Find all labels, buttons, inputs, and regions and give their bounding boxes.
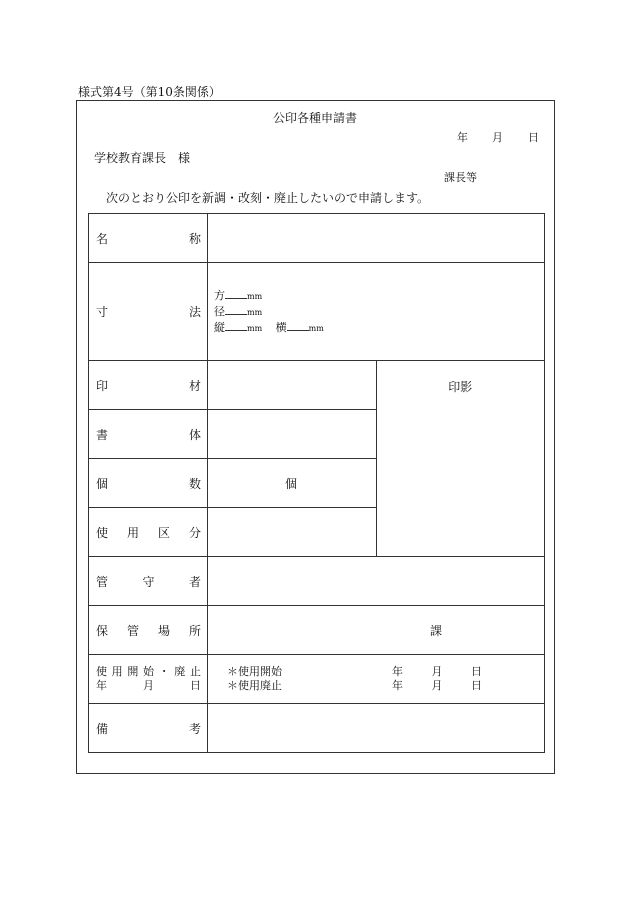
unit-mm: mm (308, 323, 324, 333)
label-char: ・ (158, 665, 170, 678)
label-usage (89, 508, 208, 557)
label-material (89, 361, 208, 410)
label-char: 管 (96, 574, 109, 589)
label-char: 用 (126, 525, 139, 540)
blank-line[interactable] (225, 288, 247, 299)
name-field[interactable] (208, 214, 545, 263)
end-day: 日 (471, 679, 482, 692)
row-remarks (89, 704, 545, 753)
diameter-line (214, 304, 544, 320)
label-char: 日 (190, 679, 201, 692)
label-char: 廃 (174, 665, 186, 678)
form-title: 公印各種申請書 (272, 111, 357, 125)
unit-mm: mm (247, 307, 263, 317)
label-char: 名 (96, 231, 109, 246)
start-line (214, 665, 544, 679)
form-number: 様式第4号（第10条関係） (78, 85, 221, 99)
label-char: 称 (188, 231, 201, 246)
label-char: 数 (188, 476, 201, 491)
unit-mm: mm (247, 323, 263, 333)
size-field[interactable] (208, 263, 545, 361)
seal-impression-box[interactable] (376, 361, 545, 557)
start-year: 年 (392, 665, 403, 678)
count-field[interactable] (208, 459, 377, 508)
storage-unit: 課 (430, 623, 443, 638)
date-day-label: 日 (528, 131, 539, 144)
label-char: 開 (127, 665, 139, 678)
label-size (89, 263, 208, 361)
label-char: 始 (142, 665, 154, 678)
blank-line[interactable] (287, 320, 309, 331)
row-custodian (89, 557, 545, 606)
horizontal-label: 横 (275, 320, 287, 334)
end-year: 年 (392, 679, 403, 692)
label-char: 用 (111, 665, 123, 678)
row-name (89, 214, 545, 263)
label-char: 月 (143, 679, 154, 692)
date-month-label: 月 (492, 131, 503, 144)
label-char: 止 (189, 665, 201, 678)
usage-field[interactable] (208, 508, 377, 557)
diameter-label: 径 (214, 304, 225, 318)
row-size (89, 263, 545, 361)
vertical-horizontal-line (214, 320, 544, 336)
period-field[interactable] (208, 655, 545, 704)
end-month: 月 (431, 679, 443, 692)
label-char: 所 (188, 623, 201, 638)
label-char: 管 (126, 623, 139, 638)
unit-mm: mm (247, 291, 263, 301)
request-statement: 次のとおり公印を新調・改刻・廃止したいので申請します。 (106, 191, 430, 205)
label-char: 保 (96, 623, 109, 638)
label-char: 区 (157, 525, 170, 540)
start-label: ＊使用開始 (227, 665, 282, 678)
blank-line[interactable] (225, 320, 247, 331)
square-label: 方 (214, 288, 225, 302)
label-char: 年 (96, 679, 107, 692)
blank-line[interactable] (225, 304, 247, 315)
label-char: 寸 (96, 305, 109, 319)
label-char: 書 (96, 427, 109, 442)
label-char: 場 (157, 623, 170, 638)
row-period (89, 655, 545, 704)
row-storage (89, 606, 545, 655)
square-line (214, 288, 544, 304)
material-field[interactable] (208, 361, 377, 410)
label-period (89, 655, 208, 704)
label-char: 材 (188, 378, 201, 393)
end-label: ＊使用廃止 (227, 679, 282, 692)
label-char: 体 (188, 427, 201, 442)
remarks-field[interactable] (208, 704, 545, 753)
label-storage (89, 606, 208, 655)
storage-field[interactable] (208, 606, 545, 655)
label-char: 分 (188, 525, 201, 540)
start-day: 日 (471, 665, 482, 678)
end-line (214, 679, 544, 693)
row-material (89, 361, 545, 410)
label-char: 備 (96, 721, 109, 736)
label-remarks (89, 704, 208, 753)
addressee: 学校教育課長 様 (94, 151, 191, 165)
label-char: 守 (142, 574, 155, 589)
label-char: 考 (188, 721, 201, 736)
label-char: 者 (188, 574, 201, 589)
label-char: 印 (96, 378, 109, 393)
label-custodian (89, 557, 208, 606)
start-month: 月 (431, 665, 443, 678)
custodian-field[interactable] (208, 557, 545, 606)
count-unit: 個 (285, 476, 298, 491)
vertical-label: 縦 (214, 320, 225, 334)
label-char: 個 (96, 476, 109, 491)
label-name (89, 214, 208, 263)
date-year-label: 年 (457, 131, 468, 144)
application-table (88, 213, 545, 753)
label-char: 使 (96, 665, 107, 678)
label-char: 使 (96, 525, 109, 540)
seal-impression-label: 印影 (448, 380, 473, 394)
typeface-field[interactable] (208, 410, 377, 459)
applicant-label: 課長等 (444, 171, 477, 184)
label-char: 法 (188, 305, 201, 319)
label-typeface (89, 410, 208, 459)
label-count (89, 459, 208, 508)
